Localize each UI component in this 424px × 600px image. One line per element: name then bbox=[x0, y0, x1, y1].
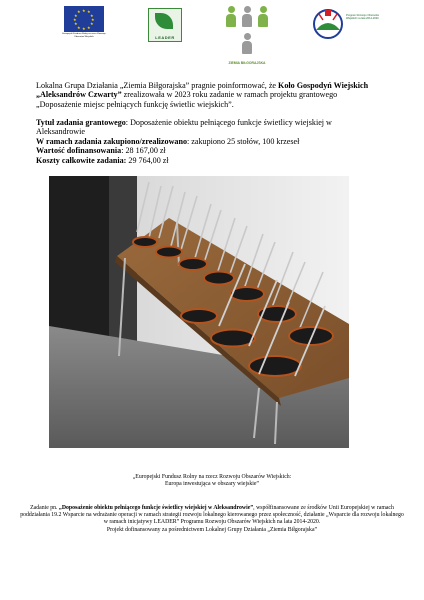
leader-text: LEADER bbox=[155, 35, 175, 40]
funding-label: Wartość dofinansowania bbox=[36, 146, 122, 156]
task-title-line bbox=[36, 118, 376, 137]
grant-details bbox=[36, 118, 376, 165]
total-cost-line bbox=[36, 156, 376, 165]
person-icon bbox=[226, 6, 236, 28]
logo-bar bbox=[52, 6, 382, 65]
notice-task-name: „Doposażenie obiektu pełniącego funkcje świetlicy wiejskiej w Aleksandrowie” bbox=[58, 505, 254, 511]
task-title-label: Tytuł zadania grantowego bbox=[36, 118, 126, 127]
leader-logo bbox=[148, 8, 182, 42]
photo-tables-chairs bbox=[49, 176, 349, 448]
lgd-text: ZIEMIA BIŁGORAJSKA bbox=[228, 61, 266, 65]
task-title-value: : Doposażenie obiektu pełniącego funkcje świetlicy wiejskiej w Aleksandrowie bbox=[36, 118, 332, 137]
total-cost-value: 29 764,00 zł bbox=[126, 155, 169, 165]
notice-text-a: Zadanie pn. bbox=[30, 505, 59, 511]
purchased-label: W ramach zadania zakupiono/zrealizowano bbox=[36, 136, 188, 146]
slogan-line-2: Europa inwestująca w obszary wiejskie” bbox=[164, 481, 259, 488]
lgd-logo bbox=[220, 6, 274, 65]
prow-emblem-icon bbox=[310, 6, 346, 40]
prow-logo bbox=[310, 6, 380, 46]
intro-paragraph bbox=[36, 81, 376, 109]
person-icon bbox=[242, 33, 252, 55]
funding-line bbox=[36, 146, 376, 155]
eu-flag-icon: ★ ★ ★ ★ ★ ★ ★ ★ ★ ★ ★ ★ bbox=[64, 6, 104, 32]
notice-project-line: Projekt dofinansowany za pośrednictwem Lokalnej Grupy Działania „Ziemia Biłgorajska” bbox=[106, 526, 318, 533]
leaf-icon bbox=[155, 13, 173, 29]
funding-notice bbox=[18, 505, 406, 534]
notice-text-b: , współfinansowane ze środków Unii Europejskiej w ramach poddziałania 19.2 Wsparcie na wdrażanie operacji w ramach strategii rozwoju lokalnego kierowanego przez społeczność, działanie „Wsparcie dla rozwoju lokalnego w ramach inicjatywy LEADER” Programu Rozwoju Obszarów Wiejskich na lata 2014-2020. bbox=[20, 505, 404, 526]
prow-text: Program Rozwoju Obszarów Wiejskich na lata 2014-2020 bbox=[346, 14, 380, 21]
intro-text-1: Lokalna Grupa Działania „Ziemia Biłgorajska” pragnie poinformować, że bbox=[36, 81, 279, 90]
eu-caption: Europejski Fundusz Rolny na rzecz Rozwoju Obszarów Wiejskich bbox=[62, 33, 106, 38]
funding-value: : 28 167,00 zł bbox=[121, 146, 166, 156]
intro-text-2: zrealizowała w 2023 roku zadanie w ramach projektu grantowego „Doposażenie miejsc pełniących funkcję świetlic wiejskich”. bbox=[36, 90, 338, 109]
purchased-value: : zakupiono 25 stołów, 100 krzeseł bbox=[187, 136, 300, 146]
eu-logo bbox=[60, 6, 108, 38]
person-icon bbox=[242, 6, 252, 28]
organization-name: Koło Gospodyń Wiejskich „Aleksandrów Czwarty” bbox=[36, 81, 369, 100]
person-icon bbox=[258, 6, 268, 28]
purchased-line bbox=[36, 137, 376, 146]
total-cost-label: Koszty całkowite zadania: bbox=[36, 155, 127, 165]
slogan-line-1: „Europejski Fundusz Rolny na rzecz Rozwoju Obszarów Wiejskich: bbox=[132, 474, 292, 480]
eafrd-slogan bbox=[18, 474, 406, 488]
photo-illustration bbox=[49, 176, 349, 448]
